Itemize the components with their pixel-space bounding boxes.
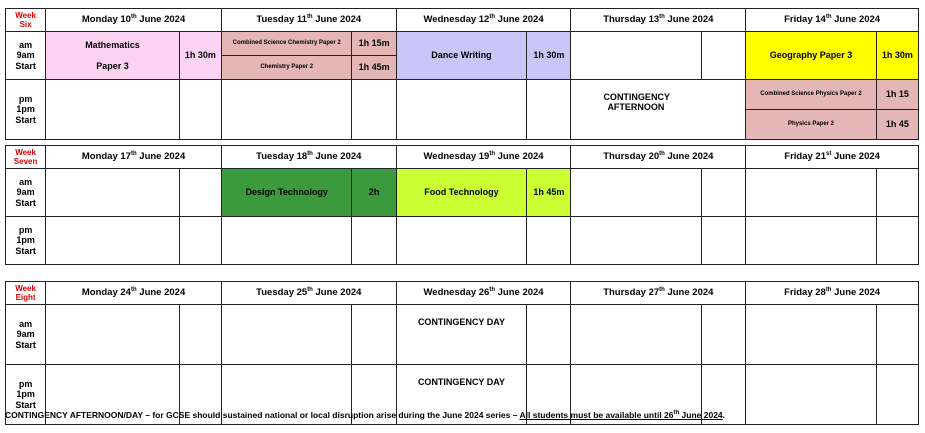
empty-cell <box>221 80 352 140</box>
empty-cell <box>352 217 396 265</box>
exam-duration-group <box>352 32 396 80</box>
empty-cell <box>701 217 745 265</box>
exam-design-technology: Design Technology <box>221 169 352 217</box>
day-header-tuesday: Tuesday 18th June 2024 <box>221 146 396 169</box>
empty-cell <box>179 217 221 265</box>
exam-duration: 1h 45m <box>352 55 395 79</box>
empty-cell <box>396 80 527 140</box>
empty-cell <box>221 217 352 265</box>
empty-cell <box>746 169 877 217</box>
day-header-tuesday: Tuesday 11th June 2024 <box>221 9 396 32</box>
empty-cell <box>702 32 746 80</box>
day-header-friday: Friday 21st June 2024 <box>746 146 919 169</box>
footer-note: CONTINGENCY AFTERNOON/DAY – for GCSE should sustained national or local disruption arise during the June 2024 series – All students must be available until 26th June 2024. <box>5 410 726 420</box>
exam-duration: 1h 45m <box>527 169 571 217</box>
day-header-friday: Friday 14th June 2024 <box>746 9 919 32</box>
exam-dance-writing: Dance Writing <box>396 32 527 80</box>
day-header-thursday: Thursday 13th June 2024 <box>571 9 746 32</box>
empty-cell <box>352 305 396 365</box>
week-eight-table <box>5 281 919 425</box>
contingency-day-am: CONTINGENCY DAY <box>396 305 527 365</box>
exam-food-technology: Food Technology <box>396 169 527 217</box>
day-header-wednesday: Wednesday 19th June 2024 <box>396 146 571 169</box>
day-header-wednesday: Wednesday 26th June 2024 <box>396 282 571 305</box>
empty-cell <box>701 169 745 217</box>
week-label: Week Six <box>6 9 46 32</box>
day-header-tuesday: Tuesday 25th June 2024 <box>221 282 396 305</box>
day-header-monday: Monday 24th June 2024 <box>46 282 222 305</box>
empty-cell <box>876 305 918 365</box>
empty-cell <box>746 365 877 425</box>
empty-cell <box>571 305 702 365</box>
empty-cell <box>396 217 527 265</box>
exam-chemistry: Chemistry Paper 2 <box>222 55 352 79</box>
empty-cell <box>527 217 571 265</box>
exam-duration: 1h 45 <box>877 109 918 139</box>
slot-pm-label: pm 1pm Start <box>6 80 46 140</box>
exam-duration: 2h <box>352 169 396 217</box>
empty-cell <box>221 305 352 365</box>
exam-geography: Geography Paper 3 <box>746 32 877 80</box>
empty-cell <box>876 169 918 217</box>
contingency-day-pm: CONTINGENCY DAY <box>396 365 527 425</box>
contingency-afternoon: CONTINGENCY AFTERNOON <box>571 80 746 140</box>
empty-cell <box>571 169 702 217</box>
week-six-table <box>5 8 919 140</box>
slot-pm-label: pm 1pm Start <box>6 217 46 265</box>
week-label: Week Eight <box>6 282 46 305</box>
week-seven-table <box>5 145 919 265</box>
day-header-monday: Monday 10th June 2024 <box>46 9 222 32</box>
empty-cell <box>46 80 180 140</box>
empty-cell <box>179 305 221 365</box>
day-header-thursday: Thursday 20th June 2024 <box>571 146 746 169</box>
exam-physics: Physics Paper 2 <box>746 109 876 139</box>
day-header-wednesday: Wednesday 12th June 2024 <box>396 9 571 32</box>
empty-cell <box>179 80 221 140</box>
empty-cell <box>527 80 571 140</box>
day-header-monday: Monday 17th June 2024 <box>46 146 222 169</box>
slot-am-label: am 9am Start <box>6 305 46 365</box>
slot-am-label: am 9am Start <box>6 169 46 217</box>
exam-chemistry-group <box>221 32 352 80</box>
exam-physics-group <box>746 80 877 140</box>
week-label: Week Seven <box>6 146 46 169</box>
slot-am-label: am 9am Start <box>6 32 46 80</box>
empty-cell <box>571 217 702 265</box>
empty-cell <box>746 217 877 265</box>
empty-cell <box>527 305 571 365</box>
exam-duration: 1h 30m <box>179 32 221 80</box>
day-header-thursday: Thursday 27th June 2024 <box>571 282 746 305</box>
exam-duration: 1h 30m <box>876 32 918 80</box>
footer-emphasis: All students must be available until 26th June 2024 <box>519 410 723 420</box>
slot-pm-label: pm 1pm Start <box>6 365 46 425</box>
day-header-friday: Friday 28th June 2024 <box>746 282 919 305</box>
empty-cell <box>876 217 918 265</box>
exam-mathematics: Mathematics Paper 3 <box>46 32 180 80</box>
empty-cell <box>352 80 396 140</box>
exam-combined-science-chemistry: Combined Science Chemistry Paper 2 <box>232 40 341 47</box>
exam-duration: 1h 15m <box>358 38 390 49</box>
empty-cell <box>46 305 180 365</box>
exam-combined-science-physics: Combined Science Physics Paper 2 <box>760 91 862 98</box>
empty-cell <box>701 305 745 365</box>
empty-cell <box>876 365 918 425</box>
empty-cell <box>571 32 702 80</box>
exam-duration: 1h 30m <box>527 32 571 80</box>
empty-cell <box>46 217 180 265</box>
exam-duration: 1h 15 <box>885 89 909 100</box>
empty-cell <box>179 169 221 217</box>
exam-duration-group <box>876 80 918 140</box>
empty-cell <box>46 169 180 217</box>
empty-cell <box>746 305 877 365</box>
